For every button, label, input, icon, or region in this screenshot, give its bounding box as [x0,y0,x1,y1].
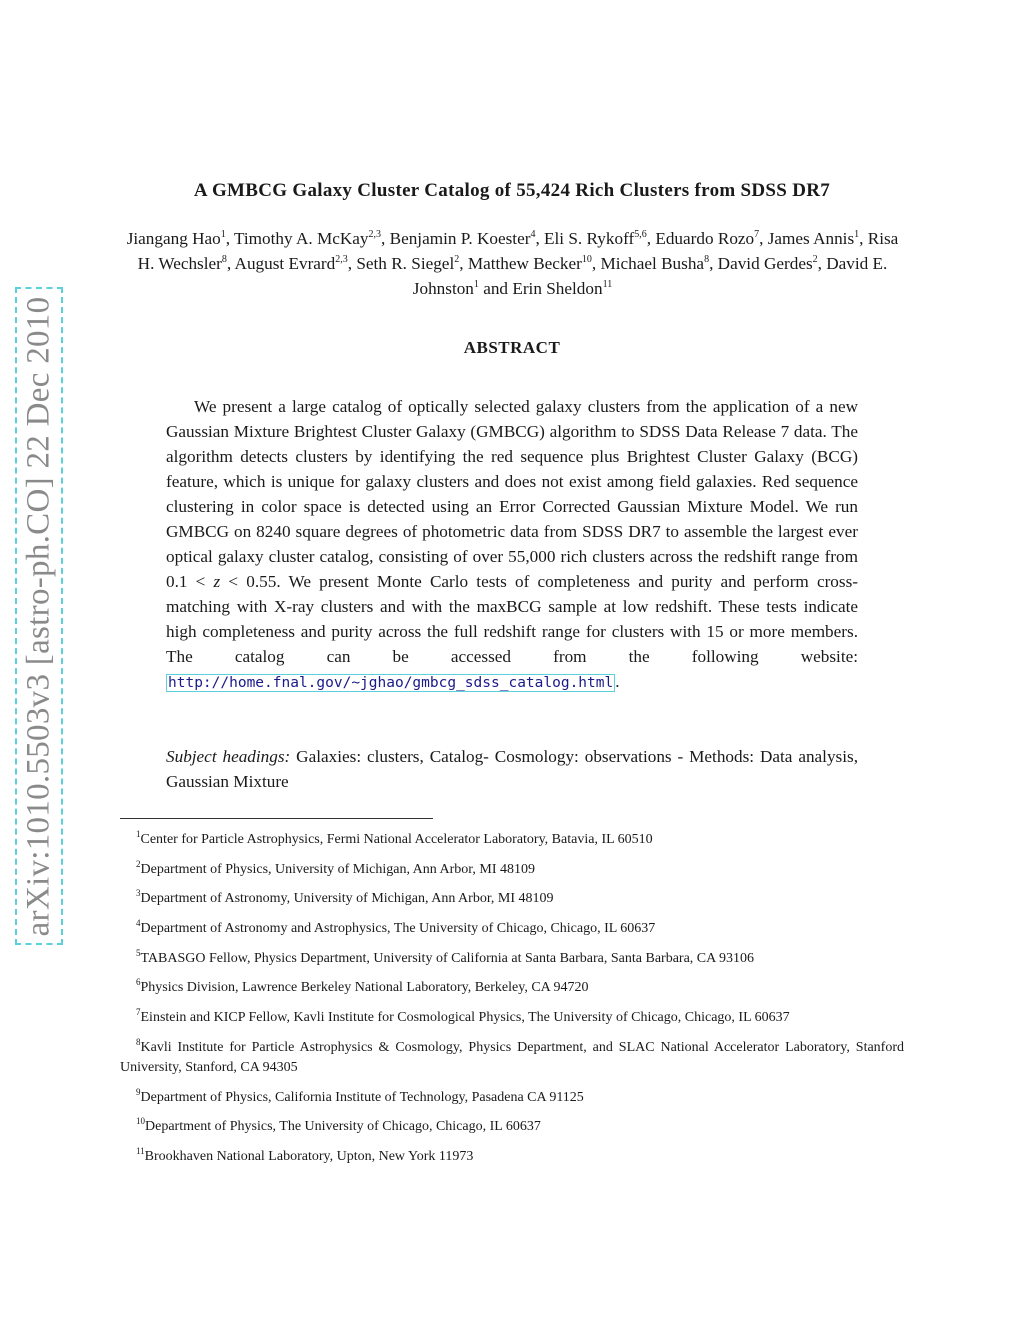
subject-headings-text: Galaxies: clusters, Catalog- Cosmology: observations - Methods: Data analysis, Gaussian Mixture [166,747,858,791]
author-name: Michael Busha [600,254,705,273]
author-separator: and [478,279,513,298]
footnote-rule [120,818,433,819]
footnotes [120,830,904,1177]
abstract-text-before: We present a large catalog of optically selected galaxy clusters from the application of a new Gaussian Mixture Brightest Cluster Galaxy (GMBCG) algorithm to SDSS Data Release 7 data. The algorithm detects clusters by identifying the red sequence plus Brightest Cluster Galaxy (BCG) feature, which is unique for galaxy clusters and does not exist among field galaxies. Red sequence clustering in color space is detected using an Error Corrected Gaussian Mixture Model. We run GMBCG on 8240 square degrees of photometric data from SDSS DR7 to assemble the largest ever optical galaxy cluster catalog, consisting of over 55,000 rich clusters across the redshift range from 0.1 < [166,397,858,591]
footnote-text: Department of Astronomy and Astrophysics, The University of Chicago, Chicago, IL 60637 [140,921,656,937]
footnote-text: Department of Physics, California Institute of Technology, Pasadena CA 91125 [140,1089,584,1105]
author-separator: , [225,229,235,248]
footnote [120,1117,904,1137]
author [655,229,767,248]
footnote-text: Kavli Institute for Particle Astrophysics & Cosmology, Physics Department, and SLAC National Accelerator Laboratory, Stanford University, Stanford, CA 94305 [120,1039,904,1075]
abstract-math-z: z [213,572,221,591]
footnote-text: Center for Particle Astrophysics, Fermi National Accelerator Laboratory, Batavia, IL 60510 [140,832,653,847]
author-separator: , [817,254,827,273]
footnote-text: Department of Physics, University of Michigan, Ann Arbor, MI 48109 [140,861,536,877]
author-separator: , [709,254,718,273]
author-separator: , [226,254,235,273]
subject-headings-label: Subject headings: [166,747,291,766]
footnote [120,1008,904,1028]
footnote-text: TABASGO Fellow, Physics Department, University of California at Santa Barbara, Santa Barbara, CA 93106 [140,950,754,966]
footnote-number: 3 [136,888,141,899]
footnote [120,1088,904,1108]
author [468,254,601,273]
author-name: Eli S. Rykoff [544,229,635,248]
author-separator: , [646,229,656,248]
arxiv-stamp-text: arXiv:1010.5503v3 [astro-ph.CO] 22 Dec 2010 [20,296,57,936]
catalog-url-link[interactable]: http://home.fnal.gov/~jghao/gmbcg_sdss_catalog.html [168,675,614,691]
author-affiliation-marker: 2 [812,254,818,265]
author-name: Jiangang Hao [126,229,221,248]
author-affiliation-marker: 10 [581,254,592,265]
author [127,229,234,248]
author [356,254,467,273]
footnote-text: Department of Astronomy, University of Michigan, Ann Arbor, MI 48109 [140,891,554,907]
author-list [120,226,905,301]
footnote-number: 4 [136,918,141,929]
author-separator: , [591,254,601,273]
author [600,254,717,273]
abstract-end: . [615,672,620,691]
author-name: Timothy A. McKay [234,229,369,248]
author-name: Matthew Becker [467,254,582,273]
abstract-heading: ABSTRACT [463,338,561,357]
author-name: Risa H. Wechsler [137,229,899,273]
author-separator: , [535,229,545,248]
author-affiliation-marker: 8 [221,254,227,265]
footnote-text: Department of Physics, The University of Chicago, Chicago, IL 60637 [145,1119,541,1135]
author-name: James Annis [767,229,855,248]
author-name: Seth R. Siegel [356,254,455,273]
abstract-text-after: < 0.55. We present Monte Carlo tests of completeness and purity and perform cross-matching with X-ray clusters and with the maxBCG sample at low redshift. These tests indicate high completeness and purity across the full redshift range for clusters with 15 or more members. The catalog can be accessed from the following website: [166,572,858,666]
author-affiliation-marker: 2 [454,254,460,265]
footnote-number: 1 [136,829,141,839]
author [390,229,544,248]
footnote [120,978,904,998]
footnote-number: 8 [136,1036,141,1047]
author-affiliation-marker: 11 [602,279,613,290]
author-affiliation-marker: 8 [704,254,710,265]
footnote-number: 7 [136,1007,141,1018]
abstract-body [166,394,858,696]
author-affiliation-marker: 1 [473,279,479,290]
author-affiliation-marker: 5,6 [634,229,647,240]
footnote-text: Physics Division, Lawrence Berkeley National Laboratory, Berkeley, CA 94720 [140,980,589,996]
footnote-number: 11 [136,1145,145,1156]
author-separator: , [759,229,768,248]
author [544,229,655,248]
subject-headings [166,744,858,794]
author-name: David Gerdes [717,254,813,273]
paper-title: A GMBCG Galaxy Cluster Catalog of 55,424 Rich Clusters from SDSS DR7 [193,180,831,201]
footnote-number: 6 [136,977,141,988]
footnote [120,1147,904,1167]
author-name: David E. Johnston [412,254,888,298]
author [235,254,357,273]
author [234,229,390,248]
footnote [120,949,904,969]
footnote-number: 9 [136,1086,141,1097]
author-name: Erin Sheldon [512,279,603,298]
author-separator: , [859,229,868,248]
footnote [120,919,904,939]
author [718,254,827,273]
author [512,279,612,298]
author-name: August Evrard [234,254,336,273]
footnote-number: 2 [136,858,141,869]
footnote-text: Einstein and KICP Fellow, Kavli Institute for Cosmological Physics, The University of Chicago, Chicago, IL 60637 [140,1010,790,1026]
footnote [120,830,904,850]
author-separator: , [381,229,390,248]
author-affiliation-marker: 2,3 [335,254,348,265]
footnote [120,1038,904,1078]
author-separator: , [347,254,357,273]
author-name: Eduardo Rozo [655,229,755,248]
author-affiliation-marker: 1 [220,229,226,240]
footnote-number: 5 [136,947,141,958]
author-separator: , [459,254,468,273]
author-affiliation-marker: 4 [530,229,536,240]
footnote [120,860,904,880]
author-affiliation-marker: 2,3 [368,229,382,240]
author-affiliation-marker: 7 [754,229,760,240]
footnote [120,889,904,909]
footnote-text: Brookhaven National Laboratory, Upton, New York 11973 [144,1148,474,1164]
author-affiliation-marker: 1 [854,229,860,240]
author [768,229,868,248]
author-name: Benjamin P. Koester [389,229,531,248]
arxiv-stamp [15,287,63,945]
footnote-number: 10 [136,1116,145,1127]
